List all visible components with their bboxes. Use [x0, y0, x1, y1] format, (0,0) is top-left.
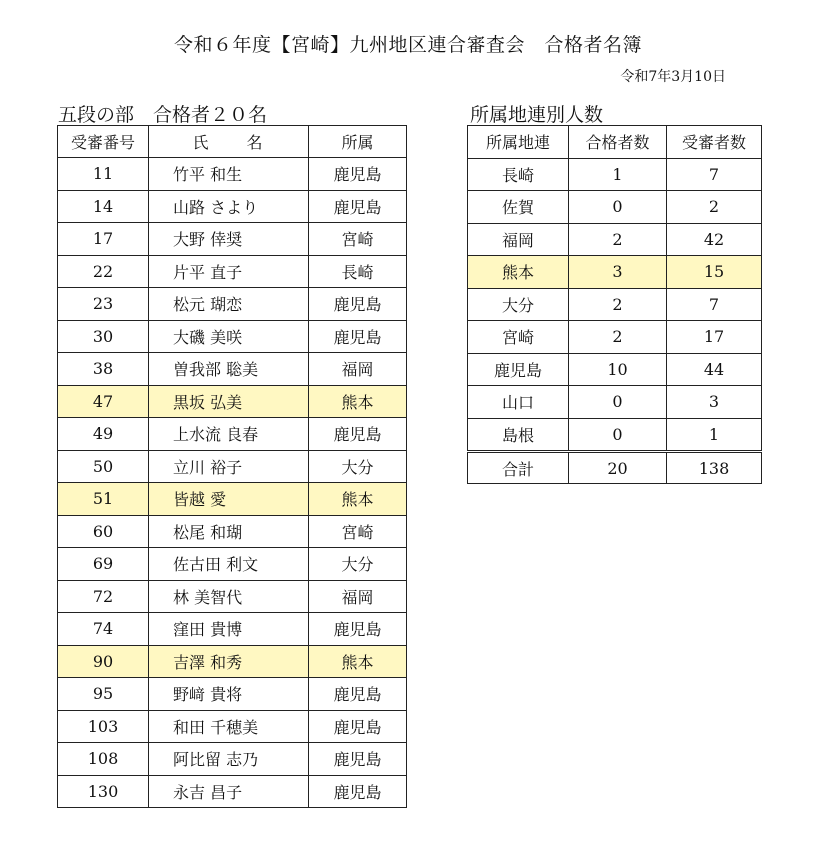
passed-count-cell: 0 — [569, 418, 667, 452]
exam-number-cell: 17 — [58, 223, 149, 256]
total-passed: 20 — [569, 452, 667, 484]
passed-count-cell: 0 — [569, 386, 667, 419]
table-row — [58, 450, 407, 483]
table-row — [58, 483, 407, 516]
affiliation-cell: 宮崎 — [309, 515, 407, 548]
region-cell: 大分 — [468, 288, 569, 321]
roster-table — [57, 125, 407, 808]
header-region: 所属地連 — [468, 126, 569, 159]
table-row — [58, 580, 407, 613]
exam-number-cell: 74 — [58, 613, 149, 646]
name-cell: 上水流 良春 — [149, 418, 309, 451]
name-cell: 林 美智代 — [149, 580, 309, 613]
table-row — [58, 775, 407, 808]
name-cell: 皆越 愛 — [149, 483, 309, 516]
roster-section-title: 五段の部 合格者２０名 — [58, 104, 268, 126]
name-cell: 立川 裕子 — [149, 450, 309, 483]
roster-header-row — [58, 126, 407, 158]
passed-count-cell: 10 — [569, 353, 667, 386]
table-row — [58, 548, 407, 581]
table-row — [468, 418, 762, 452]
table-row — [58, 645, 407, 678]
table-row — [468, 223, 762, 256]
region-cell: 宮崎 — [468, 321, 569, 354]
name-cell: 曽我部 聡美 — [149, 353, 309, 386]
table-row — [58, 613, 407, 646]
affiliation-cell: 福岡 — [309, 353, 407, 386]
region-cell: 福岡 — [468, 223, 569, 256]
total-label: 合計 — [468, 452, 569, 484]
exam-number-cell: 90 — [58, 645, 149, 678]
exam-number-cell: 51 — [58, 483, 149, 516]
exam-number-cell: 23 — [58, 288, 149, 321]
exam-number-cell: 130 — [58, 775, 149, 808]
region-cell: 島根 — [468, 418, 569, 452]
name-cell: 片平 直子 — [149, 255, 309, 288]
name-cell: 松元 瑚恋 — [149, 288, 309, 321]
affiliation-cell: 大分 — [309, 450, 407, 483]
document-date: 令和7年3月10日 — [620, 69, 726, 85]
header-affiliation: 所属 — [309, 126, 407, 158]
table-row — [58, 353, 407, 386]
affiliation-cell: 熊本 — [309, 385, 407, 418]
name-cell: 阿比留 志乃 — [149, 743, 309, 776]
table-row — [58, 190, 407, 223]
affiliation-cell: 鹿児島 — [309, 743, 407, 776]
affiliation-cell: 鹿児島 — [309, 190, 407, 223]
name-cell: 竹平 和生 — [149, 158, 309, 191]
affiliation-cell: 鹿児島 — [309, 710, 407, 743]
table-row — [58, 223, 407, 256]
name-cell: 大野 倖奨 — [149, 223, 309, 256]
passed-count-cell: 2 — [569, 288, 667, 321]
exam-number-cell: 22 — [58, 255, 149, 288]
name-cell: 吉澤 和秀 — [149, 645, 309, 678]
passed-count-cell: 3 — [569, 256, 667, 289]
examinee-count-cell: 2 — [667, 191, 762, 224]
header-examinees: 受審者数 — [667, 126, 762, 159]
name-cell: 佐古田 利文 — [149, 548, 309, 581]
table-row — [468, 386, 762, 419]
summary-table — [467, 125, 762, 484]
affiliation-cell: 鹿児島 — [309, 320, 407, 353]
passed-count-cell: 0 — [569, 191, 667, 224]
examinee-count-cell: 3 — [667, 386, 762, 419]
examinee-count-cell: 1 — [667, 418, 762, 452]
affiliation-cell: 大分 — [309, 548, 407, 581]
examinee-count-cell: 7 — [667, 288, 762, 321]
name-cell: 野﨑 貴将 — [149, 678, 309, 711]
table-row — [58, 288, 407, 321]
region-cell: 長崎 — [468, 158, 569, 191]
header-exam-number: 受審番号 — [58, 126, 149, 158]
exam-number-cell: 95 — [58, 678, 149, 711]
region-cell: 鹿児島 — [468, 353, 569, 386]
table-row — [58, 678, 407, 711]
examinee-count-cell: 15 — [667, 256, 762, 289]
name-cell: 松尾 和瑚 — [149, 515, 309, 548]
examinee-count-cell: 42 — [667, 223, 762, 256]
table-row — [58, 385, 407, 418]
affiliation-cell: 福岡 — [309, 580, 407, 613]
affiliation-cell: 鹿児島 — [309, 678, 407, 711]
total-examinees: 138 — [667, 452, 762, 484]
passed-count-cell: 2 — [569, 321, 667, 354]
affiliation-cell: 宮崎 — [309, 223, 407, 256]
document-title: 令和６年度【宮崎】九州地区連合審査会 合格者名簿 — [173, 34, 642, 56]
table-row — [468, 321, 762, 354]
name-cell: 大磯 美咲 — [149, 320, 309, 353]
exam-number-cell: 49 — [58, 418, 149, 451]
name-cell: 窪田 貴博 — [149, 613, 309, 646]
table-row — [58, 158, 407, 191]
header-passed: 合格者数 — [569, 126, 667, 159]
summary-total-row — [468, 452, 762, 484]
name-cell: 黒坂 弘美 — [149, 385, 309, 418]
passed-count-cell: 1 — [569, 158, 667, 191]
exam-number-cell: 103 — [58, 710, 149, 743]
exam-number-cell: 11 — [58, 158, 149, 191]
table-row — [58, 418, 407, 451]
table-row — [58, 515, 407, 548]
region-cell: 山口 — [468, 386, 569, 419]
exam-number-cell: 50 — [58, 450, 149, 483]
exam-number-cell: 60 — [58, 515, 149, 548]
affiliation-cell: 鹿児島 — [309, 613, 407, 646]
affiliation-cell: 長崎 — [309, 255, 407, 288]
exam-number-cell: 14 — [58, 190, 149, 223]
summary-section-title: 所属地連別人数 — [470, 104, 604, 126]
region-cell: 佐賀 — [468, 191, 569, 224]
summary-body — [468, 158, 762, 452]
table-row — [58, 743, 407, 776]
table-row — [468, 288, 762, 321]
table-row — [468, 158, 762, 191]
exam-number-cell: 30 — [58, 320, 149, 353]
affiliation-cell: 鹿児島 — [309, 418, 407, 451]
examinee-count-cell: 44 — [667, 353, 762, 386]
affiliation-cell: 鹿児島 — [309, 775, 407, 808]
passed-count-cell: 2 — [569, 223, 667, 256]
affiliation-cell: 鹿児島 — [309, 288, 407, 321]
exam-number-cell: 108 — [58, 743, 149, 776]
table-row — [468, 191, 762, 224]
summary-header-row — [468, 126, 762, 159]
name-cell: 和田 千穂美 — [149, 710, 309, 743]
examinee-count-cell: 17 — [667, 321, 762, 354]
table-row — [468, 353, 762, 386]
affiliation-cell: 熊本 — [309, 645, 407, 678]
table-row — [468, 256, 762, 289]
table-row — [58, 255, 407, 288]
region-cell: 熊本 — [468, 256, 569, 289]
exam-number-cell: 47 — [58, 385, 149, 418]
roster-body — [58, 158, 407, 808]
exam-number-cell: 69 — [58, 548, 149, 581]
name-cell: 永吉 昌子 — [149, 775, 309, 808]
table-row — [58, 320, 407, 353]
exam-number-cell: 72 — [58, 580, 149, 613]
exam-number-cell: 38 — [58, 353, 149, 386]
affiliation-cell: 熊本 — [309, 483, 407, 516]
table-row — [58, 710, 407, 743]
examinee-count-cell: 7 — [667, 158, 762, 191]
name-cell: 山路 さより — [149, 190, 309, 223]
header-name: 氏 名 — [149, 126, 309, 158]
affiliation-cell: 鹿児島 — [309, 158, 407, 191]
